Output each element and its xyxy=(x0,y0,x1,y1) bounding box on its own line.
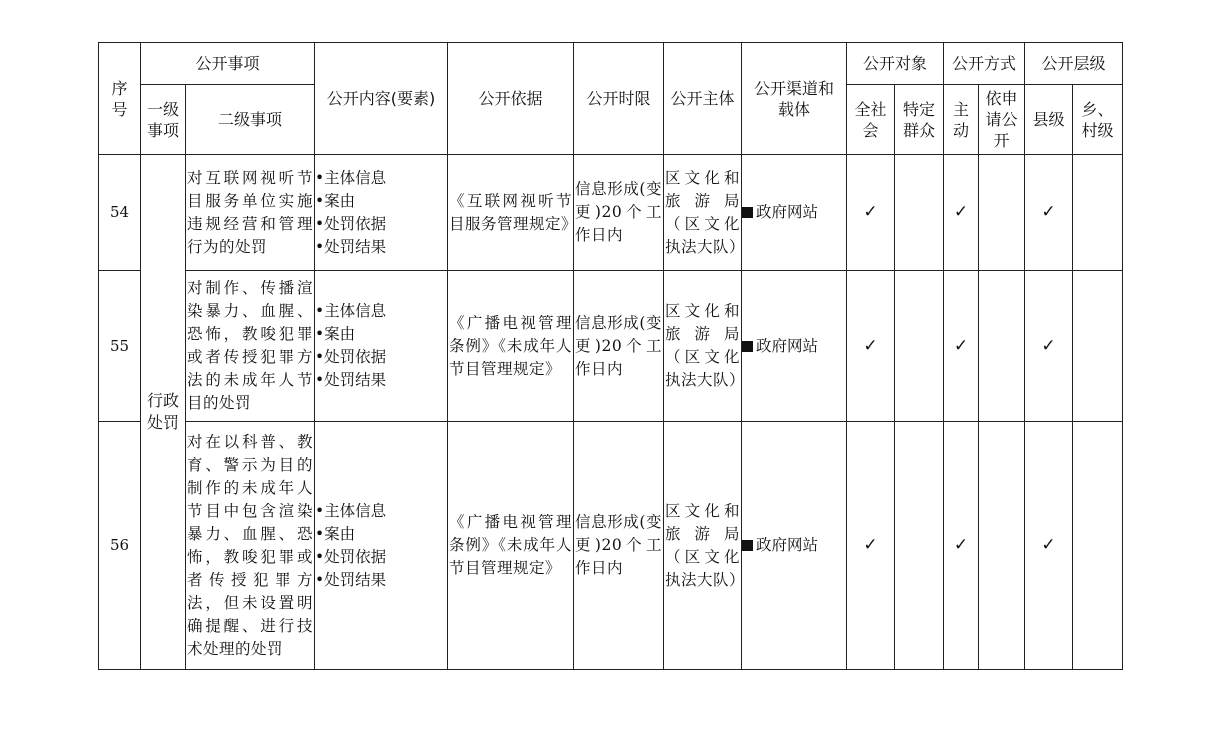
first-level-item: 行政处罚 xyxy=(141,155,186,670)
level-county-check: ✓ xyxy=(1025,422,1073,670)
basis-text: 《互联网视听节目服务管理规定》 xyxy=(448,155,574,271)
header-method-group: 公开方式 xyxy=(944,43,1025,85)
header-level-county: 县级 xyxy=(1025,85,1073,155)
second-level-item: 对在以科普、教育、警示为目的制作的未成年人节目中包含渲染暴力、血腥、恐怖，教唆犯罪或者传授犯罪方法，但未设置明确提醒、进行技术处理的处罚 xyxy=(186,422,315,670)
header-subject: 公开主体 xyxy=(664,43,742,155)
level-county-check: ✓ xyxy=(1025,271,1073,422)
content-item: •主体信息 xyxy=(315,302,387,320)
header-content: 公开内容(要素) xyxy=(315,43,448,155)
content-item: •处罚依据 xyxy=(315,214,387,233)
method-active-check: ✓ xyxy=(944,271,979,422)
method-request-check xyxy=(979,271,1025,422)
content-item: •主体信息 xyxy=(315,501,387,520)
method-active-check: ✓ xyxy=(944,155,979,271)
content-item: •处罚结果 xyxy=(315,237,387,256)
channel-text: 政府网站 xyxy=(756,203,819,221)
header-target-specific: 特定群众 xyxy=(895,85,944,155)
table-row xyxy=(99,155,1123,271)
header-level1: 一级事项 xyxy=(141,85,186,155)
content-item: •主体信息 xyxy=(315,168,387,187)
method-request-check xyxy=(979,155,1025,271)
level-county-check: ✓ xyxy=(1025,155,1073,271)
disclosure-table xyxy=(98,42,1123,670)
content-item: •处罚依据 xyxy=(315,547,387,566)
content-list xyxy=(315,422,448,670)
channel-text: 政府网站 xyxy=(756,536,819,554)
method-request-check xyxy=(979,422,1025,670)
target-specific-check xyxy=(895,155,944,271)
level-town-check xyxy=(1073,271,1123,422)
header-time-limit: 公开时限 xyxy=(574,43,664,155)
content-item: •案由 xyxy=(315,524,356,543)
header-seq: 序号 xyxy=(99,43,141,155)
square-bullet-icon xyxy=(742,540,753,551)
second-level-item: 对互联网视听节目服务单位实施违规经营和管理行为的处罚 xyxy=(186,155,315,271)
header-target-all: 全社会 xyxy=(847,85,895,155)
channel-cell xyxy=(742,422,847,670)
method-active-check: ✓ xyxy=(944,422,979,670)
row-seq: 55 xyxy=(99,271,141,422)
target-specific-check xyxy=(895,271,944,422)
time-limit-text: 信息形成(变更)20个工作日内 xyxy=(574,422,664,670)
target-all-check: ✓ xyxy=(847,271,895,422)
second-level-item: 对制作、传播渲染暴力、血腥、恐怖，教唆犯罪或者传授犯罪方法的未成年人节目的处罚 xyxy=(186,271,315,422)
target-specific-check xyxy=(895,422,944,670)
header-level-group: 公开层级 xyxy=(1025,43,1123,85)
channel-cell xyxy=(742,155,847,271)
header-item-group: 公开事项 xyxy=(141,43,315,85)
square-bullet-icon xyxy=(742,341,753,352)
header-method-active: 主动 xyxy=(944,85,979,155)
content-list xyxy=(315,271,448,422)
content-item: •处罚结果 xyxy=(315,371,387,389)
content-item: •案由 xyxy=(315,191,356,210)
subject-text: 区文化和旅游局（区文化执法大队） xyxy=(664,422,742,670)
basis-text: 《广播电视管理条例》《未成年人节目管理规定》 xyxy=(448,271,574,422)
target-all-check: ✓ xyxy=(847,155,895,271)
row-seq: 56 xyxy=(99,422,141,670)
disclosure-table-page xyxy=(98,42,1123,670)
table-row xyxy=(99,271,1123,422)
level-town-check xyxy=(1073,422,1123,670)
subject-text: 区文化和旅游局（区文化执法大队） xyxy=(664,271,742,422)
header-level2: 二级事项 xyxy=(186,85,315,155)
subject-text: 区文化和旅游局（区文化执法大队） xyxy=(664,155,742,271)
time-limit-text: 信息形成(变更)20个工作日内 xyxy=(574,155,664,271)
target-all-check: ✓ xyxy=(847,422,895,670)
header-level-town: 乡、村级 xyxy=(1073,85,1123,155)
content-list xyxy=(315,155,448,271)
table-row xyxy=(99,422,1123,670)
content-item: •案由 xyxy=(315,325,356,343)
header-method-request: 依申请公开 xyxy=(979,85,1025,155)
header-basis: 公开依据 xyxy=(448,43,574,155)
channel-text: 政府网站 xyxy=(756,336,819,355)
basis-text: 《广播电视管理条例》《未成年人节目管理规定》 xyxy=(448,422,574,670)
time-limit-text: 信息形成(变更)20个工作日内 xyxy=(574,271,664,422)
level-town-check xyxy=(1073,155,1123,271)
content-item: •处罚结果 xyxy=(315,570,387,589)
row-seq: 54 xyxy=(99,155,141,271)
content-item: •处罚依据 xyxy=(315,348,387,366)
square-bullet-icon xyxy=(742,207,753,218)
header-channel: 公开渠道和载体 xyxy=(742,43,847,155)
header-target-group: 公开对象 xyxy=(847,43,944,85)
channel-cell xyxy=(742,271,847,422)
